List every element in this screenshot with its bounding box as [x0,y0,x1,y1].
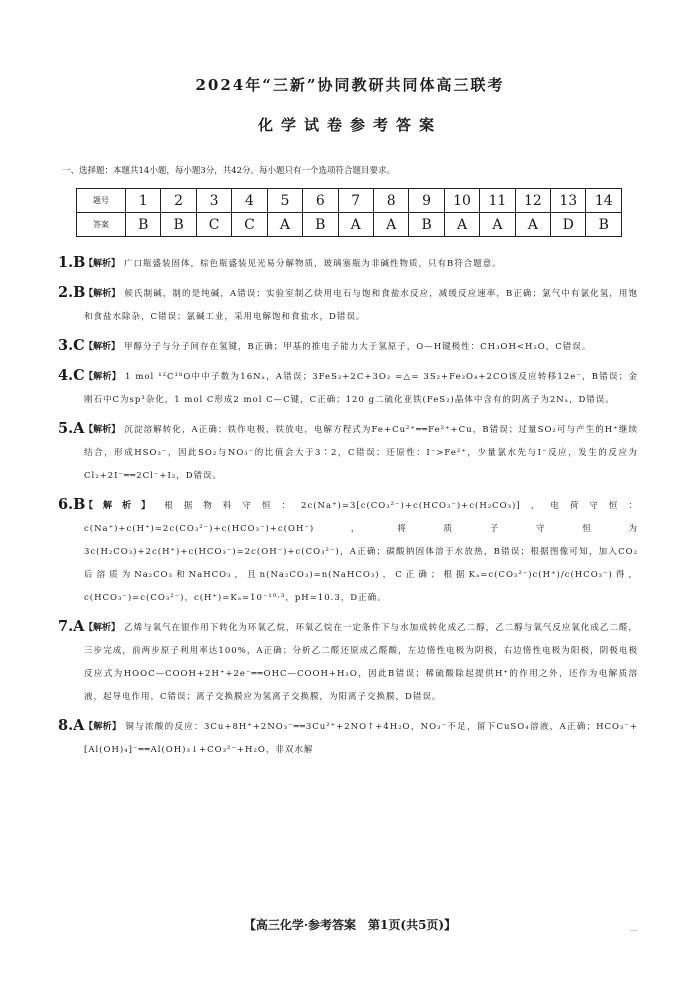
analysis-tag: 【解析】 [84,342,121,352]
page-title: 2024年“三新”协同教研共同体高三联考 [195,76,505,94]
question-number: 7.A [58,618,85,635]
question-item [58,365,638,411]
question-explanation [84,252,638,275]
analysis-tag: 【解析】 [84,501,161,511]
questions-list [58,252,638,768]
table-cell: 13 [551,189,586,213]
analysis-tag: 【解析】 [84,722,122,732]
table-cell: 8 [373,189,408,213]
table-cell: 3 [196,189,231,213]
table-cell: 11 [480,189,515,213]
page-footer: 【高三化学·参考答案 第1页(共5页)】 [243,918,457,932]
question-number: 4.C [58,367,85,384]
section-heading: 一、选择题：本题共14小题，每小题3分，共42分。每小题只有一个选项符合题目要求。 [62,166,396,176]
table-cell: 6 [303,189,338,213]
explanation-text: 根据物料守恒：2c(Na⁺)=3[c(CO₃²⁻)+c(HCO₃⁻)+c(H₂CO₃)]，电荷守恒：c(Na⁺)+c(H⁺)=2c(CO₃²⁻)+c(HCO₃⁻)+c(OH⁻)，将质子守恒为3c(H₂CO₃)+2c(H⁺)+c(HCO₃⁻)=2c(OH⁻)+c(CO₃²⁻)，A正确；碳酸钠固体溶于水放热，B错误；根据图像可知，加入CO₂后溶质为Na₂CO₃和NaHCO₃，且n(Na₂CO₃)=n(NaHCO₃)，C正确；根据Kₐ=c(CO₃²⁻)c(H⁺)/c(HCO₃⁻)得，c(HCO₃⁻)=c(CO₃²⁻)，c(H⁺)=Kₐ=10⁻¹⁰·³，pH=10.3，D正确。 [84,501,638,603]
table-cell: A [515,213,550,237]
table-cell: B [586,213,622,237]
question-number: 2.B [58,284,86,301]
explanation-text: 乙烯与氧气在银作用下转化为环氧乙烷，环氧乙烷在一定条件下与水加成转化成乙二醇，乙二醇与氧气反应氧化成乙二醛，三步完成，前两步原子利用率达100%，A正确；分析乙二醛还原成乙醛酸，左边惰性电极为阴极，右边惰性电极为阳极，阴极电极反应式为HOOC—COOH+2H⁺+2e⁻══OHC—COOH+H₂O，因此B错误；稀硫酸除起提供H⁺的作用之外，还作为电解质溶液，起导电作用，C错误；离子交换膜应为氢离子交换膜，为阳离子交换膜，D错误。 [84,623,638,702]
row-label: 题号 [77,189,126,213]
question-item [58,252,638,275]
question-item [58,282,638,328]
question-item [58,715,638,761]
table-cell: 10 [444,189,479,213]
table-cell: B [161,213,196,237]
question-item [58,616,638,708]
table-cell: D [551,213,586,237]
table-cell: A [267,213,302,237]
table-row-answers [77,213,622,237]
table-cell: 12 [515,189,550,213]
table-cell: 5 [267,189,302,213]
analysis-tag: 【解析】 [84,289,121,299]
question-explanation [84,418,638,487]
table-cell: 9 [409,189,444,213]
question-number: 3.C [58,337,85,354]
question-explanation [84,335,638,358]
answer-table [76,188,622,237]
table-cell: B [409,213,444,237]
question-number: 6.B [58,496,86,513]
explanation-text: 候氏制碱，制的是纯碱，A错误；实验室制乙炔用电石与饱和食盐水反应，减缓反应速率，B正确；氯气中有氯化氢，用饱和食盐水除杂，C错误；氯碱工业，采用电解饱和食盐水，D错误。 [84,289,638,322]
explanation-text: 甲醇分子与分子间存在氢键，B正确；甲基的推电子能力大于氢原子，O—H键极性：CH₃OH<H₂O，C错误。 [124,342,592,352]
explanation-text: 广口瓶盛装固体，棕色瓶盛装见光易分解物质，玻璃塞瓶为非碱性物质，只有B符合题意。 [124,259,502,269]
page-subtitle: 化学试卷参考答案 [257,116,442,134]
table-cell: C [232,213,267,237]
row-label: 答案 [77,213,126,237]
question-item [58,335,638,358]
table-cell: 4 [232,189,267,213]
explanation-text: 1 mol ¹²C¹⁸O中中子数为16Nₐ，A错误；3FeS₂+2C+3O₂ =△= 3S₂+Fe₃O₄+2CO该反应转移12e⁻，B错误；金刚石中C为sp³杂化，1 mol C形成2 mol C—C键，C正确；120 g二硫化亚铁(FeS₂)晶体中含有的阴离子为2Nₐ，D错误。 [84,372,638,405]
table-cell: B [126,213,161,237]
table-cell: 14 [586,189,622,213]
table-cell: 7 [338,189,373,213]
question-explanation [84,494,638,609]
question-number: 5.A [58,420,85,437]
question-explanation [84,715,638,761]
table-cell: A [338,213,373,237]
question-explanation [84,282,638,328]
table-row-numbers [77,189,622,213]
corner-mark: — [630,926,638,935]
question-explanation [84,365,638,411]
explanation-text: 铜与浓酸的反应：3Cu+8H⁺+2NO₃⁻══3Cu²⁺+2NO↑+4H₂O，NO₃⁻不足，留下CuSO₄溶液，A正确；HCO₃⁻+[Al(OH)₄]⁻══Al(OH)₃↓+CO₃²⁻+H₂O，非双水解 [84,722,638,755]
question-item [58,418,638,487]
analysis-tag: 【解析】 [84,425,121,435]
table-cell: 2 [161,189,196,213]
table-cell: B [303,213,338,237]
table-cell: A [373,213,408,237]
question-item [58,494,638,609]
analysis-tag: 【解析】 [84,623,121,633]
question-number: 8.A [58,717,85,734]
table-cell: A [444,213,479,237]
table-cell: A [480,213,515,237]
table-cell: C [196,213,231,237]
explanation-text: 沉淀溶解转化，A正确；铁作电极，铁放电，电解方程式为Fe+Cu²⁺══Fe²⁺+Cu，B错误；过量SO₂可与产生的H⁺继续结合，形成HSO₃⁻，因此SO₂与NO₃⁻的比值会大于3∶2，C错误；还原性：I⁻>Fe²⁺，少量氯水先与I⁻反应，发生的反应为Cl₂+2I⁻══2Cl⁻+I₂，D错误。 [84,425,638,481]
analysis-tag: 【解析】 [84,259,121,269]
analysis-tag: 【解析】 [84,372,121,382]
table-cell: 1 [126,189,161,213]
question-number: 1.B [58,254,86,271]
question-explanation [84,616,638,708]
